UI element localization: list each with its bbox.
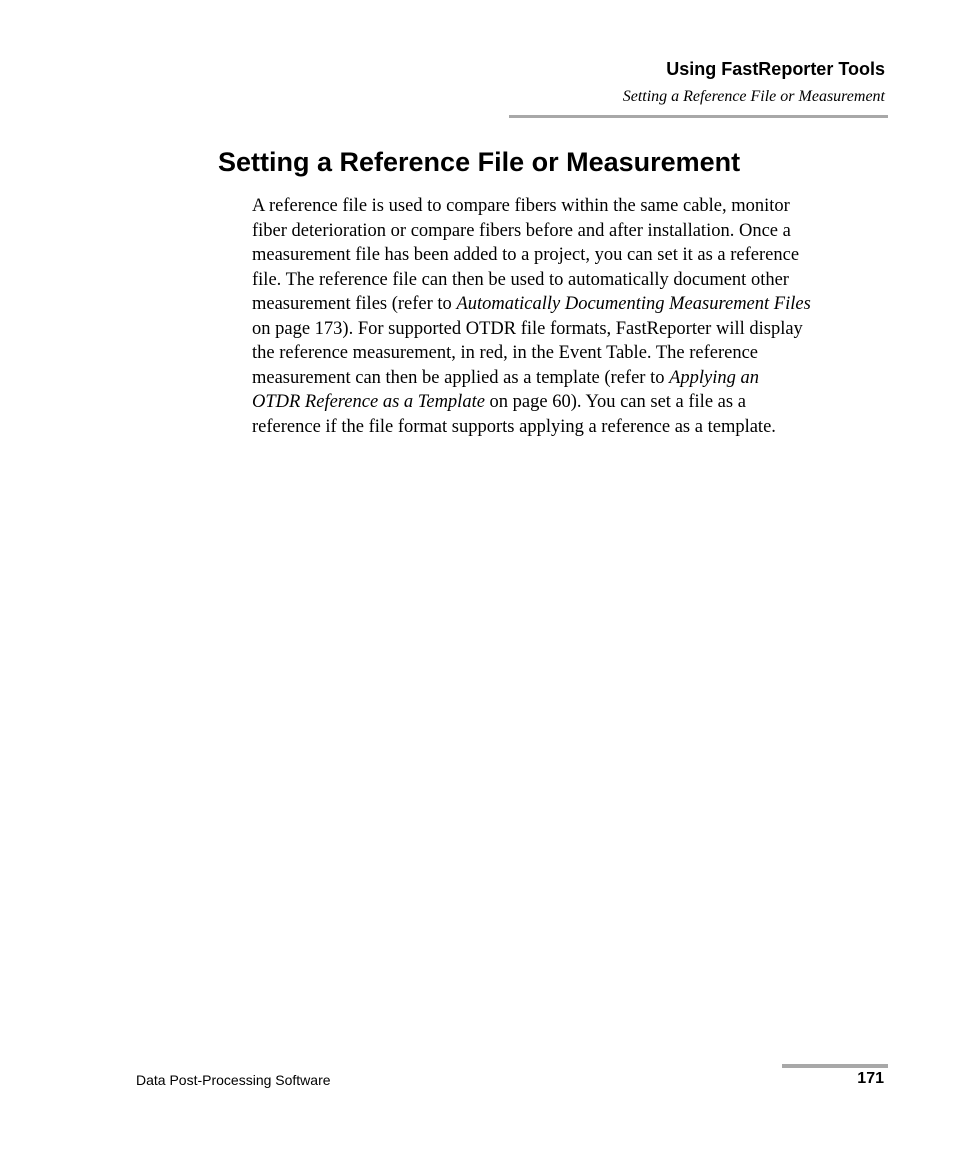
plain-text: measurement files (refer to <box>252 294 457 314</box>
paragraph-line <box>252 317 892 342</box>
plain-text: fiber deterioration or compare fibers before and after installation. Once a <box>252 220 791 241</box>
footer-document-title: Data Post-Processing Software <box>136 1072 331 1088</box>
running-header-subtitle: Setting a Reference File or Measurement <box>622 88 885 105</box>
paragraph-line <box>252 194 892 219</box>
paragraph-line <box>252 219 892 244</box>
paragraph-line <box>252 292 892 317</box>
plain-text: A reference file is used to compare fibers within the same cable, monitor <box>252 196 790 216</box>
plain-text: on page 60). You can set a file as a <box>484 392 746 412</box>
page-number: 171 <box>857 1070 884 1087</box>
paragraph-line <box>252 415 892 440</box>
plain-text: file. The reference file can then be used to automatically document other <box>252 269 789 290</box>
paragraph-line <box>252 366 892 391</box>
section-heading: Setting a Reference File or Measurement <box>218 147 741 177</box>
paragraph-line <box>252 390 892 415</box>
cross-reference-link[interactable]: Applying an <box>669 367 760 388</box>
plain-text: on page 173). For supported OTDR file formats, FastReporter will display <box>252 318 803 339</box>
plain-text: measurement file has been added to a project, you can set it as a reference <box>252 245 800 265</box>
paragraph-line <box>252 341 892 366</box>
plain-text: reference if the file format supports applying a reference as a template. <box>252 416 776 437</box>
body-paragraph <box>252 194 892 439</box>
header-divider <box>509 115 888 118</box>
plain-text: the reference measurement, in red, in the Event Table. The reference <box>252 343 758 363</box>
cross-reference-link[interactable]: Automatically Documenting Measurement Files <box>456 294 811 314</box>
paragraph-line <box>252 243 892 268</box>
plain-text: measurement can then be applied as a template (refer to <box>252 367 670 388</box>
cross-reference-link[interactable]: OTDR Reference as a Template <box>252 392 485 412</box>
running-header-title: Using FastReporter Tools <box>666 59 885 79</box>
footer-divider <box>782 1064 888 1068</box>
paragraph-line <box>252 268 892 293</box>
